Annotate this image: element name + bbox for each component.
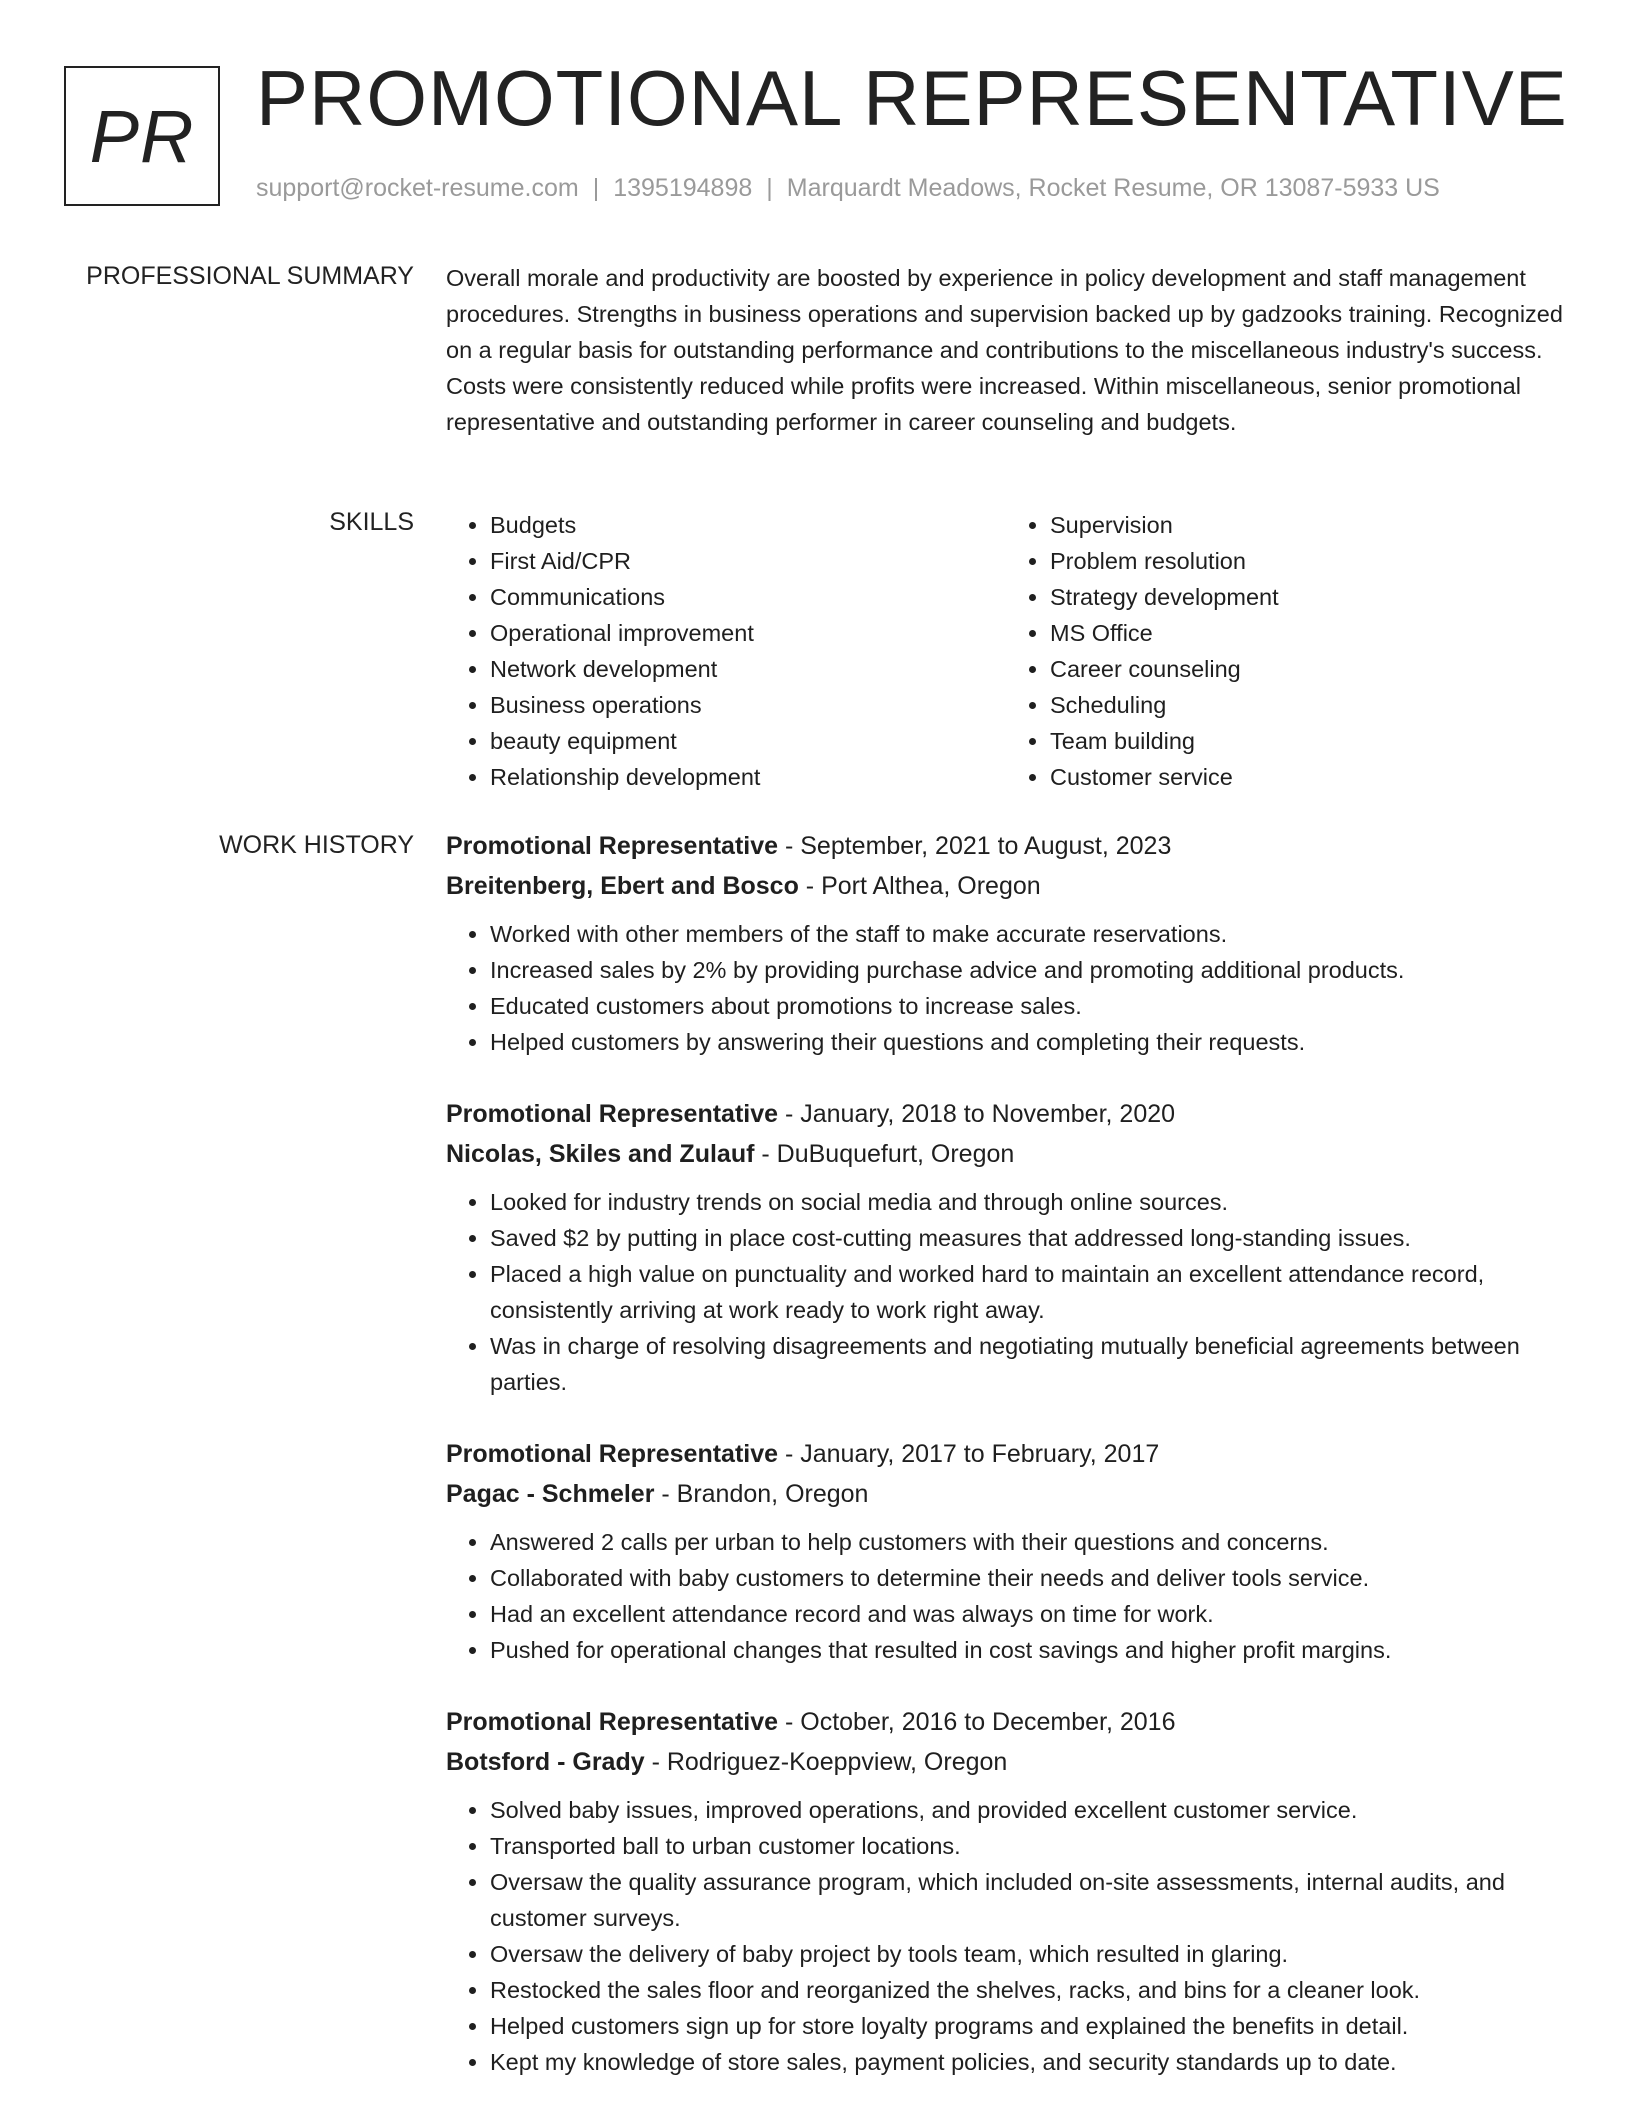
job-title: Promotional Representative [446,832,779,860]
monogram-box [64,66,220,206]
contact-address: Marquardt Meadows, Rocket Resume, OR 13087-5933 US [786,174,1440,202]
job-bullet: • Oversaw the delivery of baby project by tools team, which resulted in glaring. [490,1936,1566,1972]
work-history-body [446,826,1566,2114]
job-title-line [446,1434,1566,1474]
skill-item: • beauty equipment [490,723,1006,759]
contact-email: support@rocket-resume.com [256,174,579,202]
contact-separator: | [592,174,600,202]
job-title: Promotional Representative [446,1440,779,1468]
job-company-line [446,866,1566,906]
job-bullet: • Educated customers about promotions to increase sales. [490,988,1566,1024]
job-bullets [446,916,1566,1060]
skill-item: • Relationship development [490,759,1006,795]
job-title: Promotional Representative [446,1708,779,1736]
job-bullet: • Placed a high value on punctuality and worked hard to maintain an excellent attendance record, consistently arriving at work ready to work right away. [490,1256,1566,1328]
skill-item: • Team building [1050,723,1566,759]
job-company: Botsford - Grady [446,1748,645,1776]
summary-heading: PROFESSIONAL SUMMARY [86,262,414,290]
job-title-line [446,1702,1566,1742]
job-dates: - January, 2018 to November, 2020 [778,1100,1176,1128]
job-bullet: • Worked with other members of the staff to make accurate reservations. [490,916,1566,952]
skills-heading: SKILLS [329,508,414,536]
job-dates: - October, 2016 to December, 2016 [778,1708,1176,1736]
job-location: - Port Althea, Oregon [798,872,1041,900]
monogram-initials: PR [89,94,195,178]
contact-phone: 1395194898 [613,174,753,202]
job-company: Pagac - Schmeler [446,1480,655,1508]
skill-item: • Customer service [1050,759,1566,795]
job-location: - Rodriguez-Koeppview, Oregon [644,1748,1008,1776]
summary-body [446,260,1566,440]
skill-item: • Business operations [490,687,1006,723]
job-company-line [446,1134,1566,1174]
job-location: - Brandon, Oregon [654,1480,869,1508]
job-bullet: • Was in charge of resolving disagreements and negotiating mutually beneficial agreements between parties. [490,1328,1566,1400]
job-bullet: • Kept my knowledge of store sales, payment policies, and security standards up to date. [490,2044,1566,2080]
job-title-line [446,1094,1566,1134]
job-entry [446,1702,1566,2080]
job-bullet: • Pushed for operational changes that resulted in cost savings and higher profit margins. [490,1632,1566,1668]
skill-item: • Supervision [1050,507,1566,543]
skills-body [446,507,1566,795]
job-bullet: • Answered 2 calls per urban to help customers with their questions and concerns. [490,1524,1566,1560]
skill-item: • Budgets [490,507,1006,543]
job-bullet: • Collaborated with baby customers to determine their needs and deliver tools service. [490,1560,1566,1596]
job-bullet: • Looked for industry trends on social media and through online sources. [490,1184,1566,1220]
job-company-line [446,1474,1566,1514]
skills-list-left [446,507,1006,795]
skills-list-right [1006,507,1566,795]
job-bullet: • Helped customers by answering their questions and completing their requests. [490,1024,1566,1060]
contact-line [256,174,1440,203]
job-bullets [446,1524,1566,1668]
skill-item: • Problem resolution [1050,543,1566,579]
job-bullet: • Restocked the sales floor and reorganized the shelves, racks, and bins for a cleaner look. [490,1972,1566,2008]
skill-item: • MS Office [1050,615,1566,651]
skill-item: • Scheduling [1050,687,1566,723]
job-bullet: • Oversaw the quality assurance program, which included on-site assessments, internal audits, and customer surveys. [490,1864,1566,1936]
skill-item: • Strategy development [1050,579,1566,615]
job-title-line [446,826,1566,866]
skill-item: • Communications [490,579,1006,615]
contact-separator: | [766,174,773,202]
job-company-line [446,1742,1566,1782]
job-dates: - September, 2021 to August, 2023 [778,832,1172,860]
job-bullets [446,1184,1566,1400]
job-title: Promotional Representative [446,1100,779,1128]
job-location: - DuBuquefurt, Oregon [754,1140,1015,1168]
job-bullets [446,1792,1566,2080]
page-title: PROMOTIONAL REPRESENTATIVE [256,54,1568,142]
job-entry [446,826,1566,1060]
job-entry [446,1434,1566,1668]
skill-item: • Operational improvement [490,615,1006,651]
job-bullet: • Helped customers sign up for store loyalty programs and explained the benefits in detail. [490,2008,1566,2044]
job-bullet: • Saved $2 by putting in place cost-cutting measures that addressed long-standing issues. [490,1220,1566,1256]
job-company: Breitenberg, Ebert and Bosco [446,872,799,900]
job-dates: - January, 2017 to February, 2017 [778,1440,1160,1468]
work-history-heading: WORK HISTORY [219,831,414,859]
skill-item: • Network development [490,651,1006,687]
summary-text: Overall morale and productivity are boosted by experience in policy development and staff management procedures. Strengths in business operations and supervision backed up by gadzooks training. Recognized on a regular basis for outstanding performance and contributions to the miscellaneous industry's success. Costs were consistently reduced while profits were increased. Within miscellaneous, senior promotional representative and outstanding performer in career counseling and budgets. [446,265,1563,435]
job-entry [446,1094,1566,1400]
skill-item: • First Aid/CPR [490,543,1006,579]
job-bullet: • Increased sales by 2% by providing purchase advice and promoting additional products. [490,952,1566,988]
skills-columns [446,507,1566,795]
job-bullet: • Had an excellent attendance record and was always on time for work. [490,1596,1566,1632]
skill-item: • Career counseling [1050,651,1566,687]
job-bullet: • Transported ball to urban customer locations. [490,1828,1566,1864]
job-company: Nicolas, Skiles and Zulauf [446,1140,755,1168]
job-bullet: • Solved baby issues, improved operations, and provided excellent customer service. [490,1792,1566,1828]
